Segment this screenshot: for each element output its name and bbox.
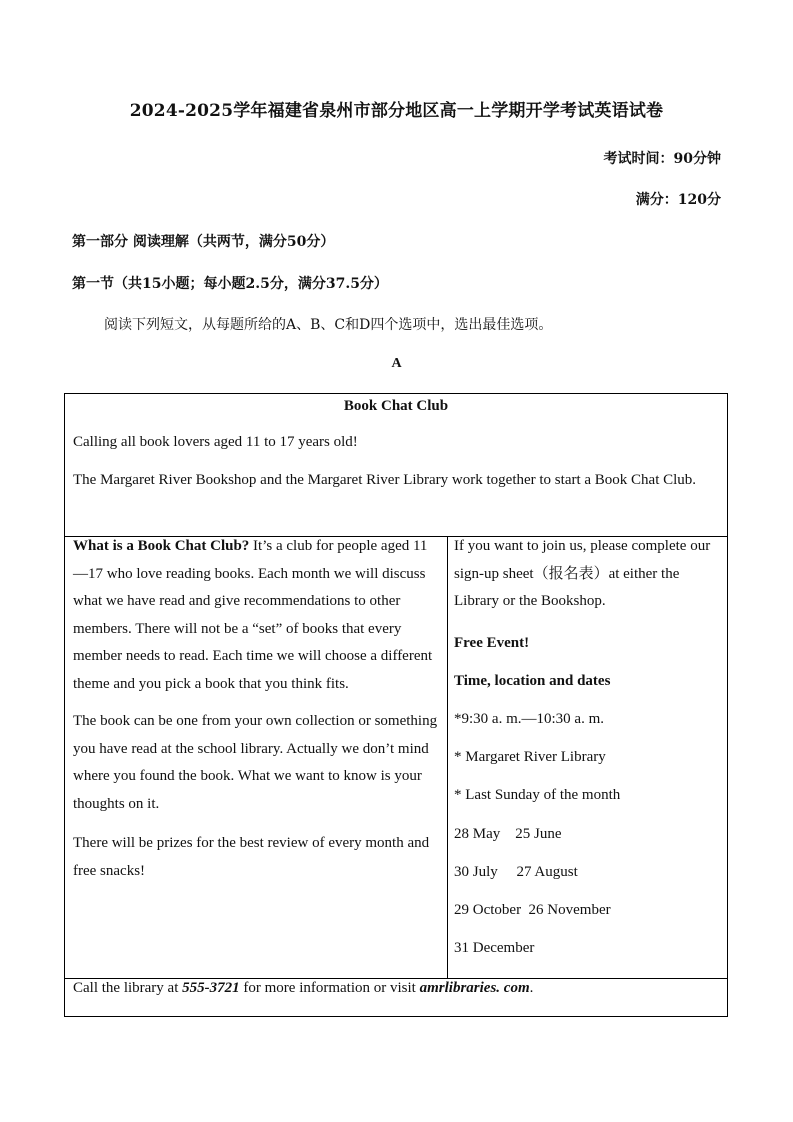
contact-post: . <box>529 980 534 996</box>
part-one-heading: 第一部分 阅读理解（共两节，满分50分） <box>72 234 335 250</box>
club-answer: It’s a club for people aged 11—17 who love reading books. Each month we will discuss what we have read and give recommendations to other members. There will not be a “set” of books that every member needs to read. Each time we will choose a different theme and you pick a book that you think fits. <box>73 538 433 692</box>
time-location-heading: Time, location and dates <box>454 673 611 689</box>
contact-pre: Call the library at <box>73 980 183 996</box>
full-score: 满分：120分 <box>635 192 721 208</box>
section-one-heading: 第一节（共15小题；每小题2.5分，满分37.5分） <box>72 276 388 292</box>
event-time: *9:30 a. m.—10:30 a. m. <box>454 711 604 727</box>
join-paragraph: If you want to join us, please complete our sign-up sheet（报名表）at either the Library or the Bookshop. <box>454 538 711 609</box>
phone-number: 555-3721 <box>182 980 240 996</box>
instructions: 阅读下列短文，从每题所给的A、B、C和D四个选项中，选出最佳选项。 <box>104 317 553 333</box>
website-link[interactable]: amrlibraries. com <box>419 980 530 996</box>
contact-mid: for more information or visit <box>239 980 420 996</box>
dates-row-3: 29 October 26 November <box>454 902 611 918</box>
event-when: * Last Sunday of the month <box>454 787 621 803</box>
notice-heading: Book Chat Club <box>343 398 449 414</box>
club-question: What is a Book Chat Club? <box>73 538 250 554</box>
dates-row-4: 31 December <box>454 940 535 956</box>
passage-label: A <box>391 356 402 371</box>
exam-time: 考试时间：90分钟 <box>603 151 721 167</box>
notice-table <box>64 393 728 1017</box>
free-event-label: Free Event! <box>454 635 530 651</box>
notice-intro-2: The Margaret River Bookshop and the Margaret River Library work together to start a Book Chat Club. <box>73 472 697 488</box>
dates-row-1: 28 May 25 June <box>454 826 562 842</box>
dates-row-2: 30 July 27 August <box>454 864 578 880</box>
prizes-paragraph: There will be prizes for the best review of every month and free snacks! <box>73 835 430 879</box>
club-description <box>73 533 441 698</box>
book-source-paragraph: The book can be one from your own collection or something you have read at the school library. Actually we don’t mind where you found the book. What we want to know is your thoughts on it. <box>73 713 438 812</box>
notice-intro-1: Calling all book lovers aged 11 to 17 years old! <box>73 434 358 450</box>
exam-title: 2024-2025学年福建省泉州市部分地区高一上学期开学考试英语试卷 <box>129 101 664 121</box>
column-divider <box>447 536 448 978</box>
contact-line <box>73 975 719 1003</box>
event-location: * Margaret River Library <box>454 749 606 765</box>
